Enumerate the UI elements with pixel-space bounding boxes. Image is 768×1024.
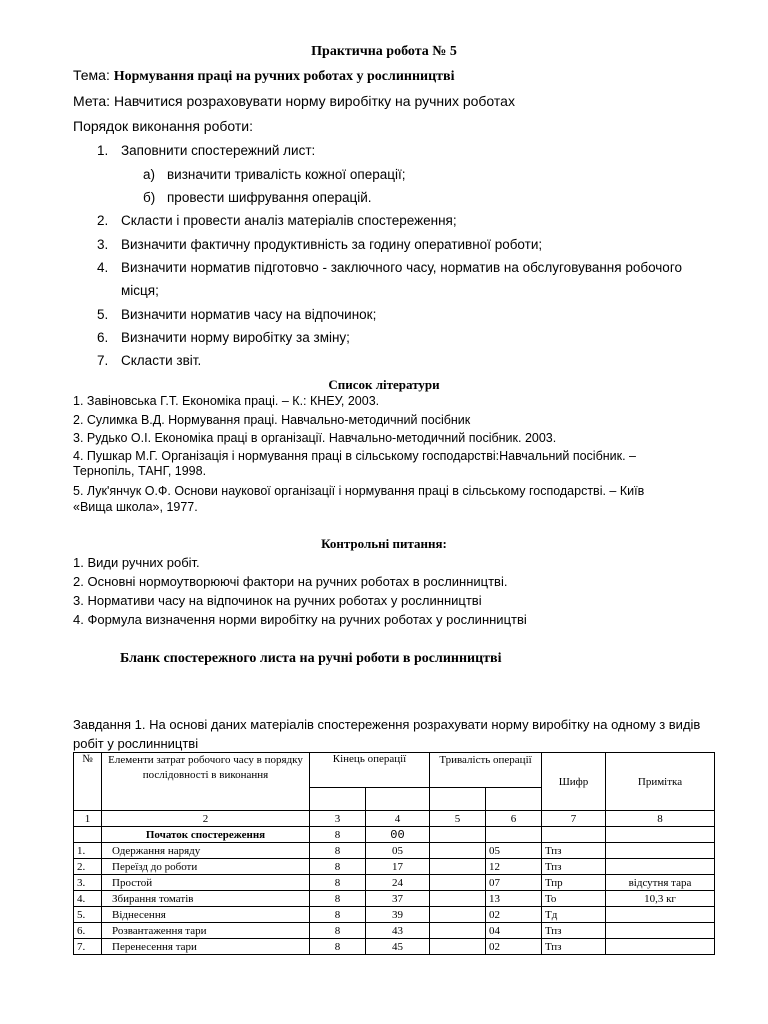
step-item: 1. Заповнити спостережний лист: — [97, 143, 316, 158]
header-note: Примітка — [606, 753, 715, 811]
table-row: 4. Збирання томатів 8 37 13 То 10,3 кг — [74, 891, 715, 907]
table-header-row — [74, 753, 715, 788]
step-item: 7. Скласти звіт. — [97, 353, 202, 368]
literature-item: Тернопіль, ТАНГ, 1998. — [73, 464, 207, 478]
goal-label: Мета: — [73, 93, 111, 109]
header-end: Кінець операції — [310, 753, 430, 788]
step-subitem: б) провести шифрування операцій. — [143, 190, 372, 205]
literature-item: «Вища школа», 1977. — [73, 500, 198, 514]
question-item: 2. Основні нормоутворюючі фактори на ручних роботах в рослинництві. — [73, 574, 508, 589]
literature-title: Список літератури — [328, 377, 440, 392]
question-item: 3. Нормативи часу на відпочинок на ручних роботах у рослинництві — [73, 593, 482, 608]
literature-item: 5. Лук'янчук О.Ф. Основи наукової організації і нормування праці в сільському господарстві. – Київ — [73, 484, 645, 498]
step-item: 5. Визначити норматив часу на відпочинок; — [97, 307, 377, 322]
goal-line — [73, 93, 515, 109]
topic-text: Нормування праці на ручних роботах у рослинництві — [113, 69, 455, 84]
literature-item: 3. Рудько О.І. Економіка праці в організації. Навчально-методичний посібник. 2003. — [73, 431, 557, 445]
literature-item: 4. Пушкар М.Г. Організація і нормування праці в сільському господарстві:Навчальний посібник. – — [73, 449, 636, 463]
form-title: Бланк спостережного листа на ручні роботи в рослинництві — [120, 651, 502, 666]
literature-item: 1. Завіновська Г.Т. Економіка праці. – К.: КНЕУ, 2003. — [73, 394, 380, 408]
table-row: 3. Простой 8 24 07 Тпр відсутня тара — [74, 875, 715, 891]
goal-text: Навчитися розраховувати норму виробітку на ручних роботах — [113, 93, 515, 109]
procedure-heading: Порядок виконання роботи: — [73, 118, 253, 134]
step-item: 6. Визначити норму виробітку за зміну; — [97, 330, 350, 345]
step-item: 3. Визначити фактичну продуктивність за годину оперативної роботи; — [97, 237, 543, 252]
table-column-numbers: 1 2 3 4 5 6 7 8 — [74, 811, 715, 827]
question-item: 4. Формула визначення норми виробітку на ручних роботах у рослинництві — [73, 612, 527, 627]
literature-item: 2. Сулимка В.Д. Нормування праці. Навчально-методичний посібник — [73, 413, 471, 427]
table-row: 5. Віднесення 8 39 02 Тд — [74, 907, 715, 923]
header-duration: Тривалість операції — [430, 753, 542, 788]
table-row: 1. Одержання наряду 8 05 05 Тпз — [74, 843, 715, 859]
header-num: № — [74, 753, 102, 811]
header-code: Шифр — [542, 753, 606, 811]
step-item: 2. Скласти і провести аналіз матеріалів спостереження; — [97, 213, 457, 228]
question-item: 1. Види ручних робіт. — [73, 555, 200, 570]
questions-title: Контрольні питання: — [321, 536, 447, 551]
topic-line — [73, 67, 455, 85]
table-row: 7. Перенесення тари 8 45 02 Тпз — [74, 939, 715, 955]
table-row: 2. Переїзд до роботи 8 17 12 Тпз — [74, 859, 715, 875]
document-title: Практична робота № 5 — [311, 44, 457, 59]
step-item-continuation: місця; — [121, 283, 159, 298]
observation-table — [73, 752, 715, 955]
step-item: 4. Визначити норматив підготовчо - заключного часу, норматив на обслуговування робочого — [97, 260, 682, 275]
task-line: робіт у рослинництві — [73, 736, 199, 751]
task-line: Завдання 1. На основі даних матеріалів спостереження розрахувати норму виробітку на одному з видів — [73, 717, 701, 732]
topic-label: Тема: — [73, 67, 110, 83]
table-row: 6. Розвантаження тари 8 43 04 Тпз — [74, 923, 715, 939]
step-subitem: а) визначити тривалість кожної операції; — [143, 167, 406, 182]
table-row-start: Початок спостереження 8 00 — [74, 827, 715, 843]
header-elements: Елементи затрат робочого часу в порядку послідовності в виконання — [102, 753, 310, 811]
